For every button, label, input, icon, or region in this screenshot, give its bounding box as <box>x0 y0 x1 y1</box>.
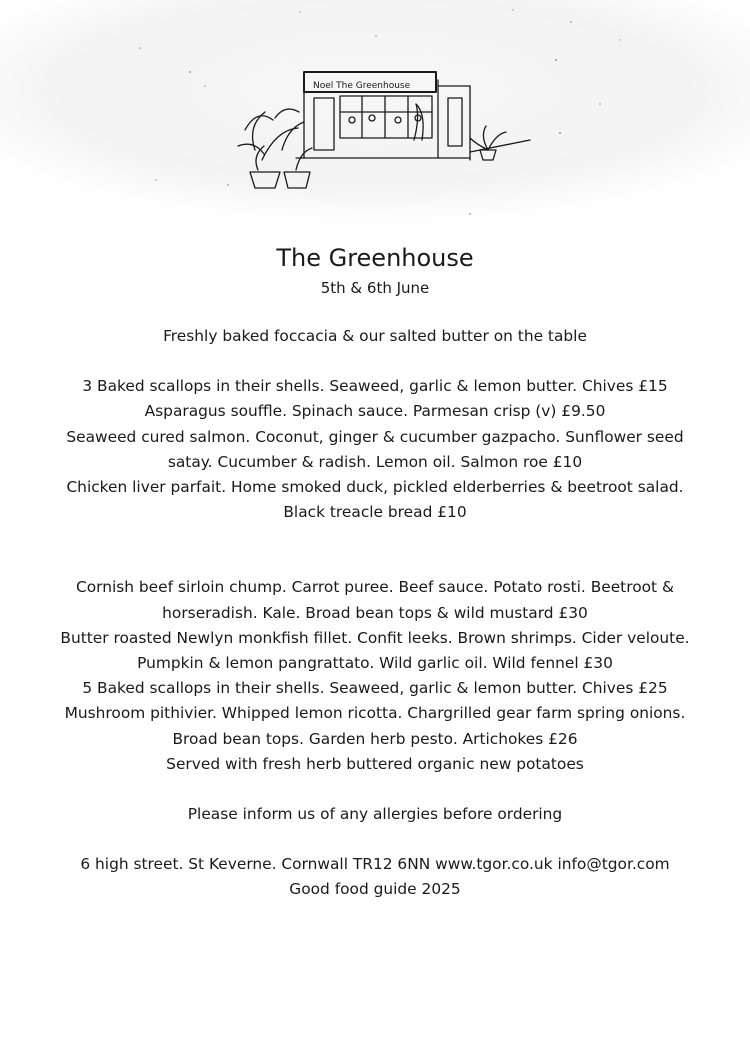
menu-line: Cornish beef sirloin chump. Carrot puree. Beef sauce. Potato rosti. Beetroot & <box>76 578 674 597</box>
menu-line: Butter roasted Newlyn monkfish fillet. Confit leeks. Brown shrimps. Cider veloute. <box>60 628 690 647</box>
menu-line: Chicken liver parfait. Home smoked duck, pickled elderberries & beetroot salad. <box>66 478 684 497</box>
footer-award: Good food guide 2025 <box>289 880 461 899</box>
menu-line: 3 Baked scallops in their shells. Seaweed, garlic & lemon butter. Chives £15 <box>82 377 668 396</box>
menu-line: Broad bean tops. Garden herb pesto. Artichokes £26 <box>172 729 578 748</box>
menu-line: Served with fresh herb buttered organic new potatoes <box>166 754 584 773</box>
mains-section <box>0 575 750 777</box>
menu-content <box>0 242 750 903</box>
footer-address: 6 high street. St Keverne. Cornwall TR12 6NN www.tgor.co.uk info@tgor.com <box>80 855 670 874</box>
allergy-note: Please inform us of any allergies before ordering <box>187 805 563 824</box>
menu-line: Black treacle bread £10 <box>283 503 467 522</box>
menu-line: Mushroom pithivier. Whipped lemon ricotta. Chargrilled gear farm spring onions. <box>64 704 686 723</box>
restaurant-sketch-illustration <box>0 0 750 225</box>
menu-line: horseradish. Kale. Broad bean tops & wild mustard £30 <box>162 603 588 622</box>
menu-line: satay. Cucumber & radish. Lemon oil. Salmon roe £10 <box>167 452 583 471</box>
starters-section <box>0 374 750 525</box>
menu-line: Asparagus souffle. Spinach sauce. Parmesan crisp (v) £9.50 <box>144 402 606 421</box>
bread-intro: Freshly baked foccacia & our salted butter on the table <box>163 327 587 345</box>
menu-date: 5th & 6th June <box>320 279 430 297</box>
menu-line: 5 Baked scallops in their shells. Seaweed, garlic & lemon butter. Chives £25 <box>82 679 668 698</box>
page-title: The Greenhouse <box>276 244 474 272</box>
menu-line: Seaweed cured salmon. Coconut, ginger & cucumber gazpacho. Sunflower seed <box>66 427 684 446</box>
logo-sign-text: Noel The Greenhouse <box>313 81 411 91</box>
menu-line: Pumpkin & lemon pangrattato. Wild garlic oil. Wild fennel £30 <box>137 654 613 673</box>
